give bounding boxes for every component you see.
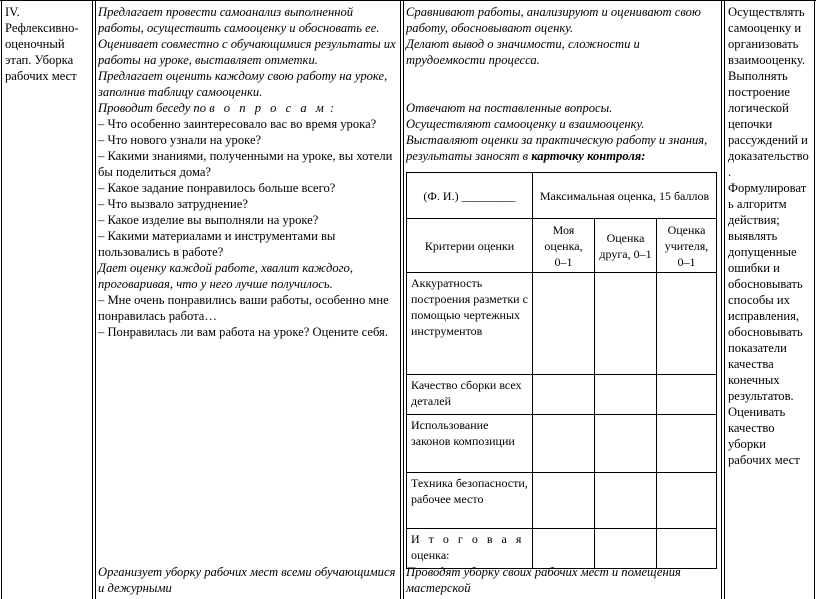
skills-line: Формулироват xyxy=(728,181,807,195)
my-score-header: Моя оценка, 0–1 xyxy=(533,219,595,273)
skills-line: доказательство xyxy=(728,149,809,163)
criterion-row: Использование законов композиции xyxy=(407,415,533,473)
teacher-conversation-intro xyxy=(98,100,398,116)
criteria-header: Критерии оценки xyxy=(407,219,533,273)
control-card-label: карточку контроля: xyxy=(531,149,646,163)
skills-line: построение xyxy=(728,85,791,99)
score-cell[interactable] xyxy=(657,273,717,375)
stage-line: Рефлексивно- xyxy=(5,21,79,35)
skills-line: логической xyxy=(728,101,789,115)
skills-line: допущенные xyxy=(728,245,797,259)
skills-line: Осуществлять xyxy=(728,5,805,19)
criterion-row: Аккуратность построения разметки с помощью чертежных инструментов xyxy=(407,273,533,375)
intro-suffix: : xyxy=(326,101,335,115)
skills-line: рассуждений и xyxy=(728,133,808,147)
skills-line: результатов. xyxy=(728,389,794,403)
skills-line: взаимооценку. xyxy=(728,53,806,67)
students-activity-cell xyxy=(406,4,720,68)
score-cell[interactable] xyxy=(595,375,657,415)
table-border-right xyxy=(814,0,815,599)
students-text: Выставляют оценки за практическую работу и знания, результаты заносят в xyxy=(406,133,708,163)
score-cell[interactable] xyxy=(595,473,657,529)
stage-line: IV. xyxy=(5,5,20,19)
question-item: – Какое задание понравилось больше всего? xyxy=(98,181,336,195)
question-item: – Какое изделие вы выполняли на уроке? xyxy=(98,213,319,227)
students-paragraph: Осуществляют самооценку и взаимооценку. xyxy=(406,117,645,131)
stage-line: этап. Уборка xyxy=(5,53,74,67)
skills-cell xyxy=(728,4,814,468)
score-cell[interactable] xyxy=(595,529,657,569)
skills-line: исправления, xyxy=(728,309,800,323)
students-paragraph: Делают вывод о значимости, сложности и трудоемкости процесса. xyxy=(406,37,640,67)
score-cell[interactable] xyxy=(657,529,717,569)
score-cell[interactable] xyxy=(657,473,717,529)
skills-line: организовать xyxy=(728,37,799,51)
fio-cell: (Ф. И.) _________ xyxy=(407,173,533,219)
skills-line: обосновывать xyxy=(728,277,803,291)
score-cell[interactable] xyxy=(533,473,595,529)
skills-line: обосновывать xyxy=(728,325,803,339)
column-divider xyxy=(403,0,404,599)
column-divider xyxy=(721,0,722,599)
max-score-cell: Максимальная оценка, 15 баллов xyxy=(533,173,717,219)
teacher-paragraph: Предлагает провести самоанализ выполненной работы, осуществить самооценку и обосновать ее. Оценивает совместно с обучающимися результаты их работы на уроке, выставляет отметки. xyxy=(98,5,396,67)
teacher-cleanup-text: Организует уборку рабочих мест всеми обучающимися и дежурными xyxy=(98,565,396,595)
question-item: – Какими знаниями, полученными на уроке, вы хотели бы поделиться дома? xyxy=(98,149,393,179)
total-row-label xyxy=(407,529,533,569)
column-divider xyxy=(724,0,725,599)
students-cleanup-text: Проводят уборку своих рабочих мест и помещения мастерской xyxy=(406,565,681,595)
skills-line: Выполнять xyxy=(728,69,788,83)
stage-line: оценочный xyxy=(5,37,65,51)
total-label: И т о г о в а я xyxy=(411,532,525,546)
score-cell[interactable] xyxy=(533,415,595,473)
teacher-score-header: Оценка учителя, 0–1 xyxy=(657,219,717,273)
skills-line: рабочих мест xyxy=(728,453,800,467)
intro-spaced-text: в о п р о с а м xyxy=(209,101,327,115)
score-cell[interactable] xyxy=(533,375,595,415)
friend-score-header: Оценка друга, 0–1 xyxy=(595,219,657,273)
skills-line: ошибки и xyxy=(728,261,780,275)
teacher-reply: – Понравилась ли вам работа на уроке? Оцените себя. xyxy=(98,325,389,339)
skills-line: цепочки xyxy=(728,117,773,131)
teacher-reply: – Мне очень понравились ваши работы, особенно мне понравилась работа… xyxy=(98,293,389,323)
self-assessment-table xyxy=(406,172,717,569)
teacher-activity-cell xyxy=(98,4,398,340)
teacher-paragraph: Предлагает оценить каждому свою работу на уроке, заполнив таблицу самооценки. xyxy=(98,69,388,99)
skills-line: способы их xyxy=(728,293,790,307)
criterion-row: Техника безопасности, рабочее место xyxy=(407,473,533,529)
question-item: – Что нового узнали на уроке? xyxy=(98,133,262,147)
skills-line: самооценку и xyxy=(728,21,802,35)
score-cell[interactable] xyxy=(533,529,595,569)
score-cell[interactable] xyxy=(595,273,657,375)
question-item: – Что особенно заинтересовало вас во время урока? xyxy=(98,117,377,131)
skills-line: ь алгоритм xyxy=(728,197,787,211)
question-item: – Какими материалами и инструментами вы пользовались в работе? xyxy=(98,229,336,259)
table-border-left xyxy=(1,0,2,599)
intro-text: Проводит беседу по xyxy=(98,101,210,115)
total-label-2: оценка: xyxy=(411,548,450,562)
students-paragraph: Сравнивают работы, анализируют и оценивают свою работу, обосновывают оценку. xyxy=(406,5,701,35)
skills-line: действия; xyxy=(728,213,780,227)
skills-line: уборки xyxy=(728,437,766,451)
score-cell[interactable] xyxy=(595,415,657,473)
criterion-row: Качество сборки всех деталей xyxy=(407,375,533,415)
score-cell[interactable] xyxy=(533,273,595,375)
skills-line: выявлять xyxy=(728,229,778,243)
column-divider xyxy=(400,0,401,599)
table-border-top xyxy=(0,0,816,1)
students-paragraph: Отвечают на поставленные вопросы. xyxy=(406,101,613,115)
students-paragraph xyxy=(406,132,720,164)
question-item: – Что вызвало затруднение? xyxy=(98,197,248,211)
stage-line: рабочих мест xyxy=(5,69,77,83)
column-divider xyxy=(92,0,93,599)
skills-line: показатели xyxy=(728,341,787,355)
skills-line: конечных xyxy=(728,373,780,387)
skills-line: Оценивать xyxy=(728,405,786,419)
stage-cell xyxy=(5,4,91,84)
score-cell[interactable] xyxy=(657,375,717,415)
skills-line: . xyxy=(728,165,732,179)
teacher-paragraph: Дает оценку каждой работе, хвалит каждого, проговаривая, что у него лучше получилось. xyxy=(98,261,354,291)
column-divider xyxy=(95,0,96,599)
score-cell[interactable] xyxy=(657,415,717,473)
students-activity-cell-2 xyxy=(406,100,720,164)
skills-line: качество xyxy=(728,421,775,435)
skills-line: качества xyxy=(728,357,774,371)
